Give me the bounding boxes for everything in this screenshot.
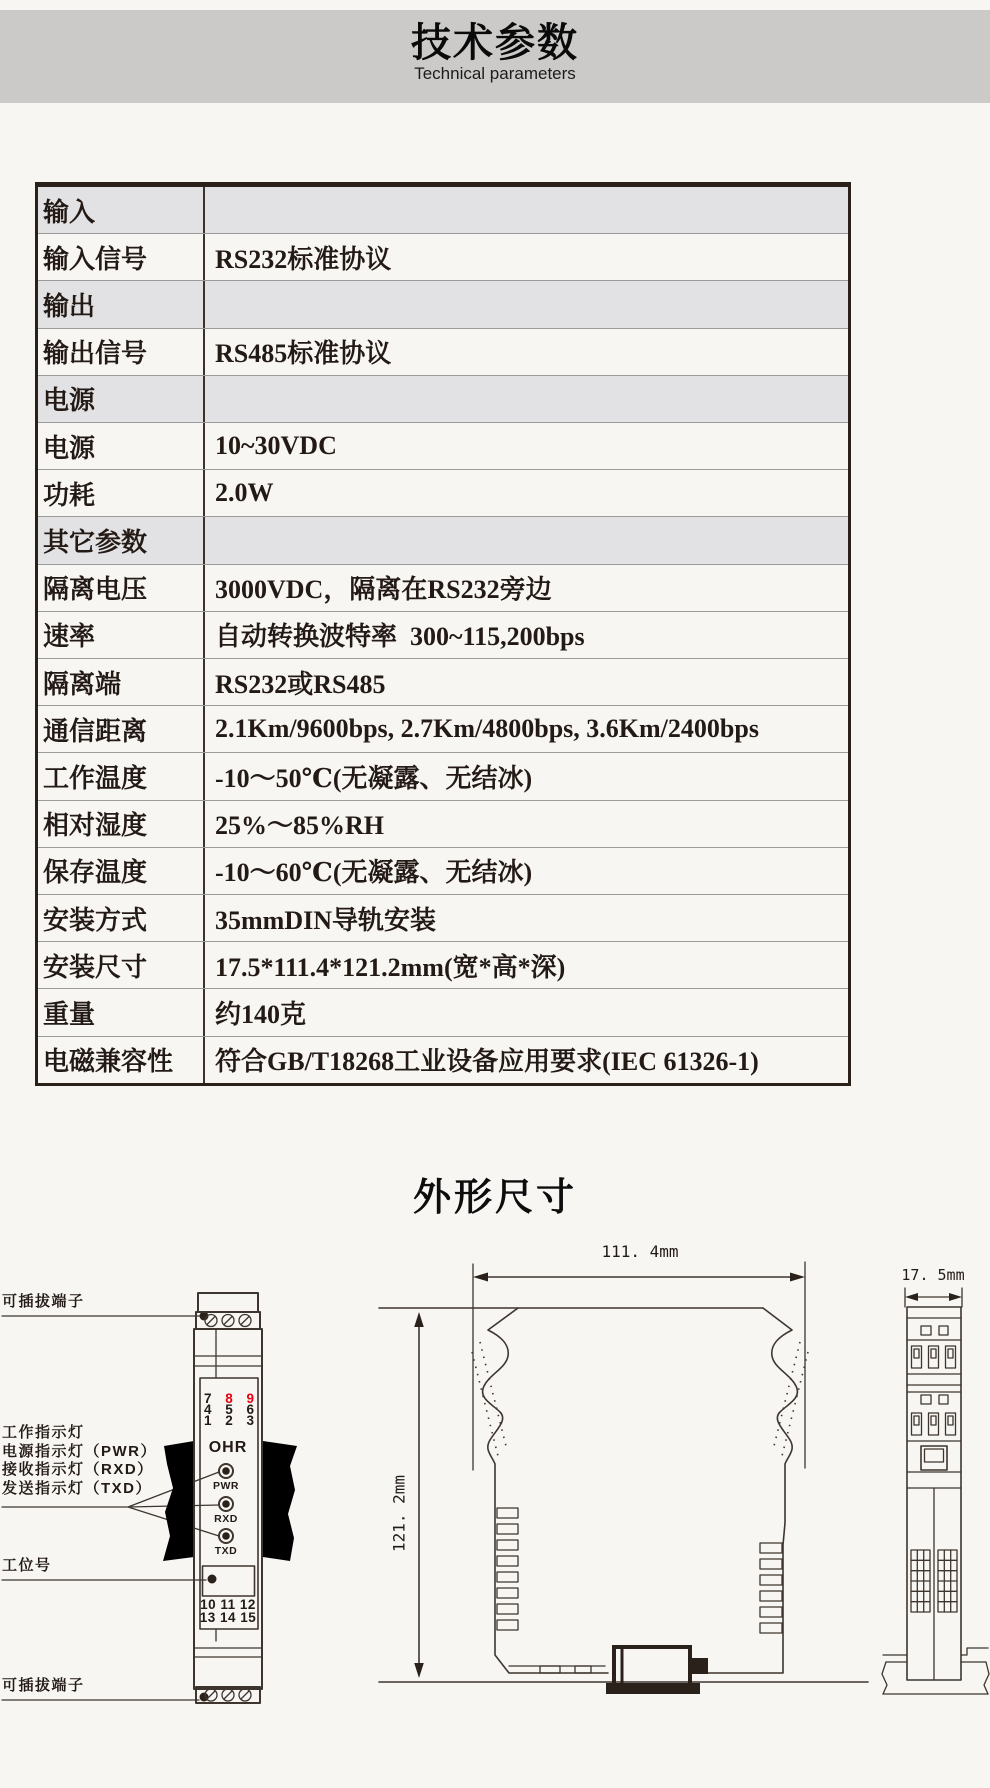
din-rail-left <box>163 1441 194 1561</box>
row-value: 2.0W <box>215 478 274 508</box>
table-row <box>38 752 848 799</box>
terminal-number: 4 <box>204 1401 212 1417</box>
terminal-number: 6 <box>246 1401 254 1417</box>
row-value: -10～60℃(无凝露、无结冰) <box>215 858 533 888</box>
row-value: 17.5*111.4*121.2mm(宽*高*深) <box>215 952 566 982</box>
pwr-led-caption: PWR <box>213 1480 239 1492</box>
hidden-line <box>781 1352 808 1460</box>
arrow-up-icon <box>414 1312 424 1327</box>
terminal-number: 2 <box>225 1412 233 1428</box>
row-value: -10～50℃(无凝露、无结冰) <box>215 764 533 794</box>
row-value: 符合GB/T18268工业设备应用要求(IEC 61326-1) <box>215 1047 759 1077</box>
table-row <box>38 894 848 941</box>
din-clip <box>606 1647 708 1694</box>
arrow-down-icon <box>414 1663 424 1678</box>
row-label: 功耗 <box>38 470 205 516</box>
outline-drawings <box>0 1240 990 1788</box>
row-label: 电磁兼容性 <box>38 1037 205 1083</box>
row-value: 10~30VDC <box>215 431 337 461</box>
table-section-row <box>38 375 848 422</box>
row-value: 35mmDIN导轨安装 <box>215 905 436 935</box>
vent-slots-left <box>497 1508 518 1630</box>
terminal-number: 1 <box>204 1412 212 1428</box>
row-label: 输出信号 <box>38 329 205 375</box>
extension-lines <box>473 1262 805 1470</box>
bottom-terminal-label: 可插拔端子 <box>2 1677 85 1694</box>
row-label: 安装方式 <box>38 895 205 941</box>
terminal-number-row <box>201 1412 257 1428</box>
indicator-labels <box>2 1424 157 1498</box>
table-row <box>38 800 848 847</box>
table-row <box>38 1036 848 1083</box>
txd-led-label: 发送指示灯（TXD） <box>2 1479 153 1497</box>
row-label: 输入信号 <box>38 234 205 280</box>
module-body <box>194 1329 262 1689</box>
depth-dimension-label: 17. 5mm <box>901 1266 965 1284</box>
section-label: 输入 <box>38 187 205 233</box>
top-terminal-label: 可插拔端子 <box>2 1293 85 1310</box>
leader-dot <box>208 1575 217 1584</box>
row-value: RS232或RS485 <box>215 669 386 699</box>
table-row <box>38 658 848 705</box>
height-dimension-label: 121. 2mm <box>389 1474 409 1553</box>
section-value <box>205 517 848 563</box>
station-number-label: 工位号 <box>2 1557 52 1574</box>
rxd-led-label: 接收指示灯（RXD） <box>2 1461 154 1478</box>
row-label: 相对湿度 <box>38 801 205 847</box>
page-title: 技术参数 <box>411 21 579 65</box>
section-value <box>205 187 848 233</box>
spec-table <box>35 182 851 1086</box>
row-value: 2.1Km/9600bps, 2.7Km/4800bps, 3.6Km/2400bps <box>215 714 759 744</box>
terminal-number: 5 <box>225 1401 233 1417</box>
row-value: 3000VDC，隔离在RS232旁边 <box>215 575 552 605</box>
row-label: 速率 <box>38 612 205 658</box>
din-rail-right <box>263 1441 297 1561</box>
section-value <box>205 376 848 422</box>
table-row <box>38 988 848 1035</box>
arrow-right-icon <box>790 1273 805 1282</box>
row-value: RS232标准协议 <box>215 244 392 274</box>
row-label: 保存温度 <box>38 848 205 894</box>
table-row <box>38 611 848 658</box>
terminal-number: 8 <box>225 1391 233 1406</box>
section-label: 其它参数 <box>38 517 205 563</box>
row-label: 工作温度 <box>38 753 205 799</box>
txd-led-caption: TXD <box>214 1545 238 1557</box>
terminal-numbers-bottom <box>198 1599 258 1624</box>
brand-logo: OHR <box>208 1439 248 1456</box>
section-value <box>205 281 848 327</box>
row-value: 25%～85%RH <box>215 811 385 841</box>
table-section-row <box>38 187 848 233</box>
width-dimension-label: 111. 4mm <box>601 1242 679 1261</box>
arrow-left-icon <box>905 1293 918 1301</box>
work-led-label: 工作指示灯 <box>2 1424 85 1441</box>
table-row <box>38 941 848 988</box>
rxd-led-caption: RXD <box>214 1513 238 1525</box>
table-row <box>38 847 848 894</box>
hidden-line <box>472 1352 499 1460</box>
pwr-led-label: 电源指示灯（PWR） <box>2 1442 157 1460</box>
terminal-number-row: 10 11 12 <box>200 1597 256 1612</box>
terminal-number: 9 <box>246 1391 254 1406</box>
table-row <box>38 469 848 516</box>
table-row <box>38 422 848 469</box>
terminal-number: 7 <box>204 1391 212 1406</box>
profile-left-edge <box>483 1308 608 1673</box>
vent-grid-right <box>938 1550 957 1612</box>
row-value: 自动转换波特率 300~115,200bps <box>215 622 585 652</box>
section-label: 输出 <box>38 281 205 327</box>
top-terminal-cap <box>198 1293 258 1312</box>
side-view-drawing <box>379 1262 868 1694</box>
section-label: 电源 <box>38 376 205 422</box>
end-view-drawing <box>882 1288 989 1694</box>
table-row <box>38 233 848 280</box>
header-band <box>0 10 990 103</box>
table-section-row <box>38 280 848 327</box>
row-label: 隔离端 <box>38 659 205 705</box>
vent-grid-left <box>911 1550 930 1612</box>
terminal-number-row: 13 14 15 <box>199 1609 257 1625</box>
row-value: RS485标准协议 <box>215 339 392 369</box>
table-row <box>38 328 848 375</box>
arrow-right-icon <box>949 1293 962 1301</box>
terminal-number: 3 <box>246 1412 254 1428</box>
row-label: 重量 <box>38 989 205 1035</box>
row-label: 通信距离 <box>38 706 205 752</box>
table-row <box>38 564 848 611</box>
terminal-numbers-top <box>201 1391 257 1428</box>
row-label: 隔离电压 <box>38 565 205 611</box>
front-view-drawing <box>2 1293 297 1703</box>
outline-section-title: 外形尺寸 <box>412 1177 577 1219</box>
table-row <box>38 705 848 752</box>
row-label: 安装尺寸 <box>38 942 205 988</box>
row-value: 约140克 <box>215 1000 307 1030</box>
page-subtitle: Technical parameters <box>414 64 576 83</box>
row-label: 电源 <box>38 423 205 469</box>
arrow-left-icon <box>473 1273 488 1282</box>
profile-right-edge <box>700 1308 797 1673</box>
table-section-row <box>38 516 848 563</box>
vent-slots-right <box>760 1543 782 1633</box>
din-rail-section <box>882 1648 989 1694</box>
